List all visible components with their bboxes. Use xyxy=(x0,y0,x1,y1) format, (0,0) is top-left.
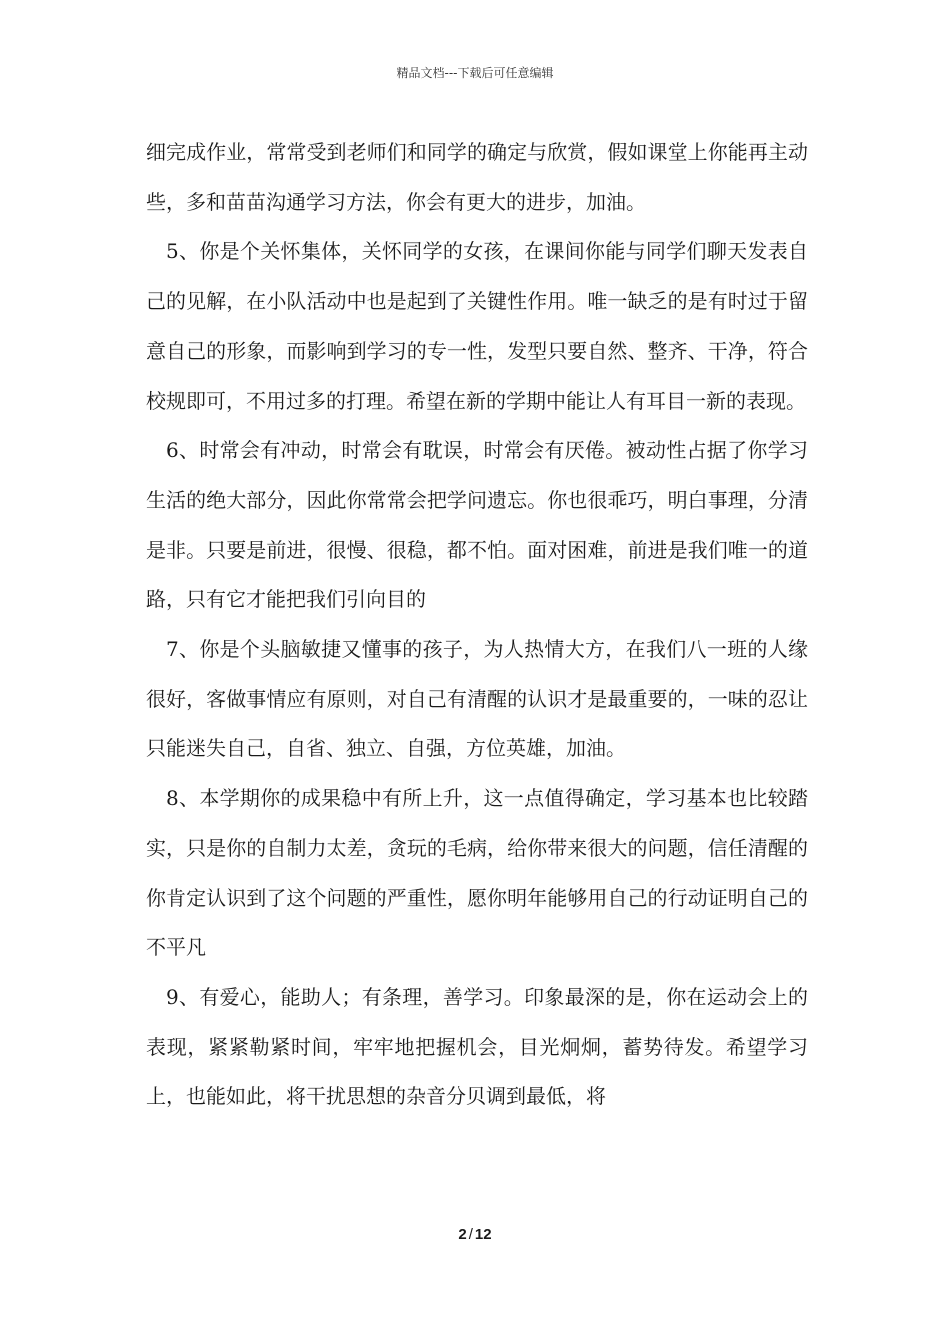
document-body xyxy=(146,128,808,1122)
page-number-separator: / xyxy=(468,1226,473,1243)
total-page-count: 12 xyxy=(474,1226,492,1243)
current-page-number: 2 xyxy=(458,1226,467,1243)
paragraph-item-6: 6、时常会有冲动，时常会有耽误，时常会有厌倦。被动性占据了你学习生活的绝大部分，因此你常常会把学问遗忘。你也很乖巧，明白事理，分清是非。只要是前进，很慢、很稳，都不怕。面对困难，前进是我们唯一的道路，只有它才能把我们引向目的 xyxy=(146,438,808,612)
page-number xyxy=(0,1226,950,1243)
paragraph-continuation: 细完成作业，常常受到老师们和同学的确定与欣赏，假如课堂上你能再主动些，多和苗苗沟通学习方法，你会有更大的进步，加油。 xyxy=(146,140,808,214)
paragraph-item-5: 5、你是个关怀集体，关怀同学的女孩，在课间你能与同学们聊天发表自己的见解，在小队活动中也是起到了关键性作用。唯一缺乏的是有时过于留意自己的形象，而影响到学习的专一性，发型只要自然、整齐、干净，符合校规即可，不用过多的打理。希望在新的学期中能让人有耳目一新的表现。 xyxy=(146,239,808,413)
header-text: 精品文档---下载后可任意编辑 xyxy=(396,66,554,80)
page-header xyxy=(0,64,950,81)
paragraph-item-9: 9、有爱心，能助人；有条理，善学习。印象最深的是，你在运动会上的表现，紧紧勒紧时间，牢牢地把握机会，目光炯炯，蓄势待发。希望学习上，也能如此，将干扰思想的杂音分贝调到最低，将 xyxy=(146,984,808,1109)
paragraph-item-8: 8、本学期你的成果稳中有所上升，这一点值得确定，学习基本也比较踏实，只是你的自制力太差，贪玩的毛病，给你带来很大的问题，信任清醒的你肯定认识到了这个问题的严重性，愿你明年能够用自己的行动证明自己的不平凡 xyxy=(146,786,808,960)
paragraph-item-7: 7、你是个头脑敏捷又懂事的孩子，为人热情大方，在我们八一班的人缘很好，客做事情应有原则，对自己有清醒的认识才是最重要的，一味的忍让只能迷失自己，自省、独立、自强，方位英雄，加油。 xyxy=(146,637,808,761)
